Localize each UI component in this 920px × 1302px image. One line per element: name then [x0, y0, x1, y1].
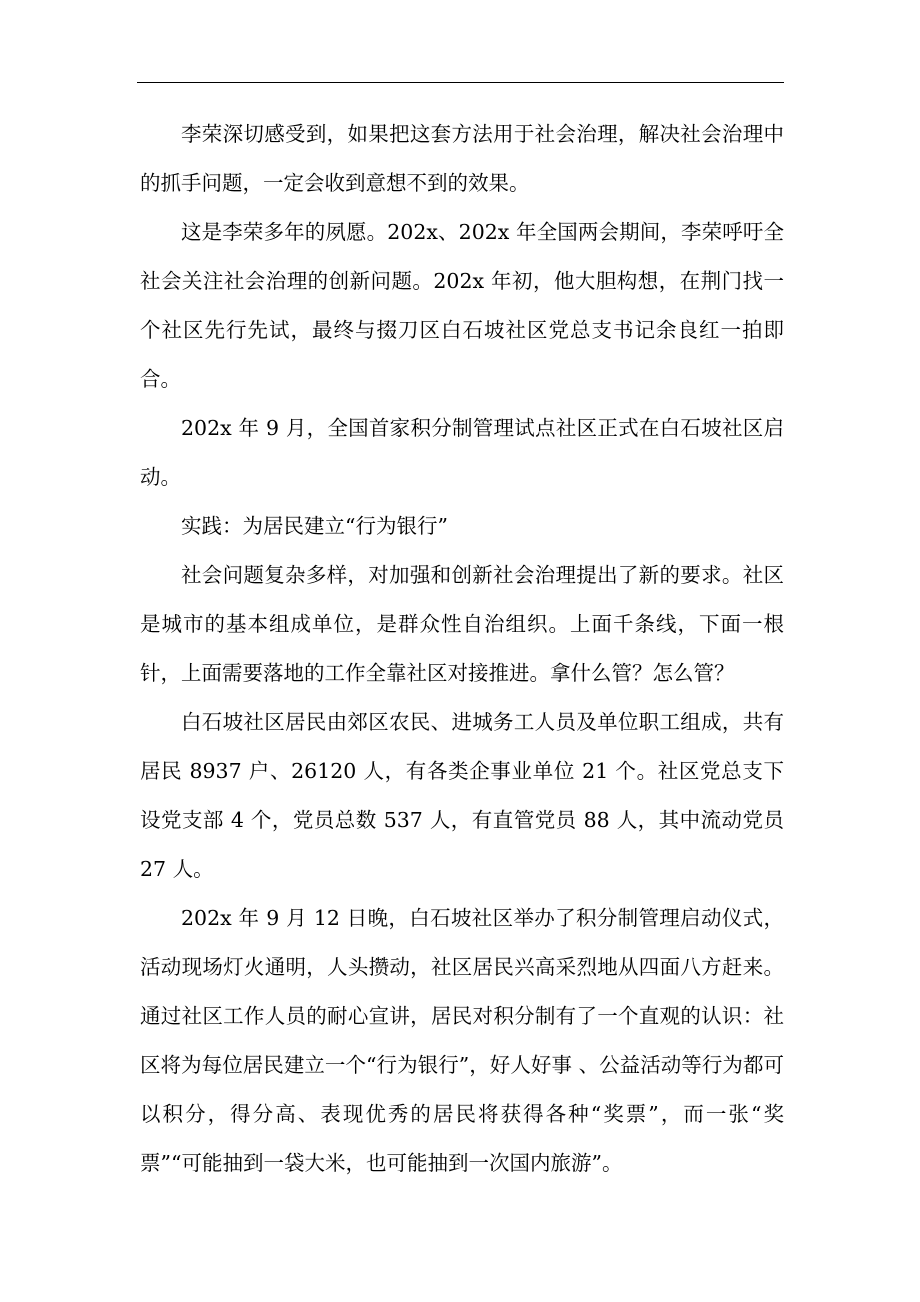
- paragraph-1: 李荣深切感受到，如果把这套方法用于社会治理，解决社会治理中的抓手问题，一定会收到意想不到的效果。: [140, 122, 784, 195]
- paragraph-3: 202x 年 9 月，全国首家积分制管理试点社区正式在白石坡社区启动。: [140, 416, 784, 489]
- article-body: [140, 110, 784, 1188]
- header-rule: [137, 82, 784, 83]
- paragraph-5: 白石坡社区居民由郊区农民、进城务工人员及单位职工组成，共有居民 8937 户、26120 人，有各类企事业单位 21 个。社区党总支下设党支部 4 个，党员总数 537 人，有直管党员 88 人，其中流动党员 27 人。: [140, 710, 784, 881]
- section-heading: 实践：为居民建立“行为银行”: [181, 514, 448, 538]
- paragraph-2: 这是李荣多年的夙愿。202x、202x 年全国两会期间，李荣呼吁全社会关注社会治理的创新问题。202x 年初，他大胆构想，在荆门找一个社区先行先试，最终与掇刀区白石坡社区党总支书记余良红一拍即合。: [140, 220, 784, 391]
- paragraph-6: 202x 年 9 月 12 日晚，白石坡社区举办了积分制管理启动仪式，活动现场灯火通明，人头攒动，社区居民兴高采烈地从四面八方赶来。通过社区工作人员的耐心宣讲，居民对积分制有了一个直观的认识：社区将为每位居民建立一个“行为银行”，好人好事 、公益活动等行为都可以积分，得分高、表现优秀的居民将获得各种“奖票”，而一张“奖票”“可能抽到一袋大米，也可能抽到一次国内旅游”。: [140, 906, 784, 1175]
- paragraph-4: 社会问题复杂多样，对加强和创新社会治理提出了新的要求。社区是城市的基本组成单位，是群众性自治组织。上面千条线，下面一根针，上面需要落地的工作全靠社区对接推进。拿什么管？怎么管？: [140, 563, 784, 685]
